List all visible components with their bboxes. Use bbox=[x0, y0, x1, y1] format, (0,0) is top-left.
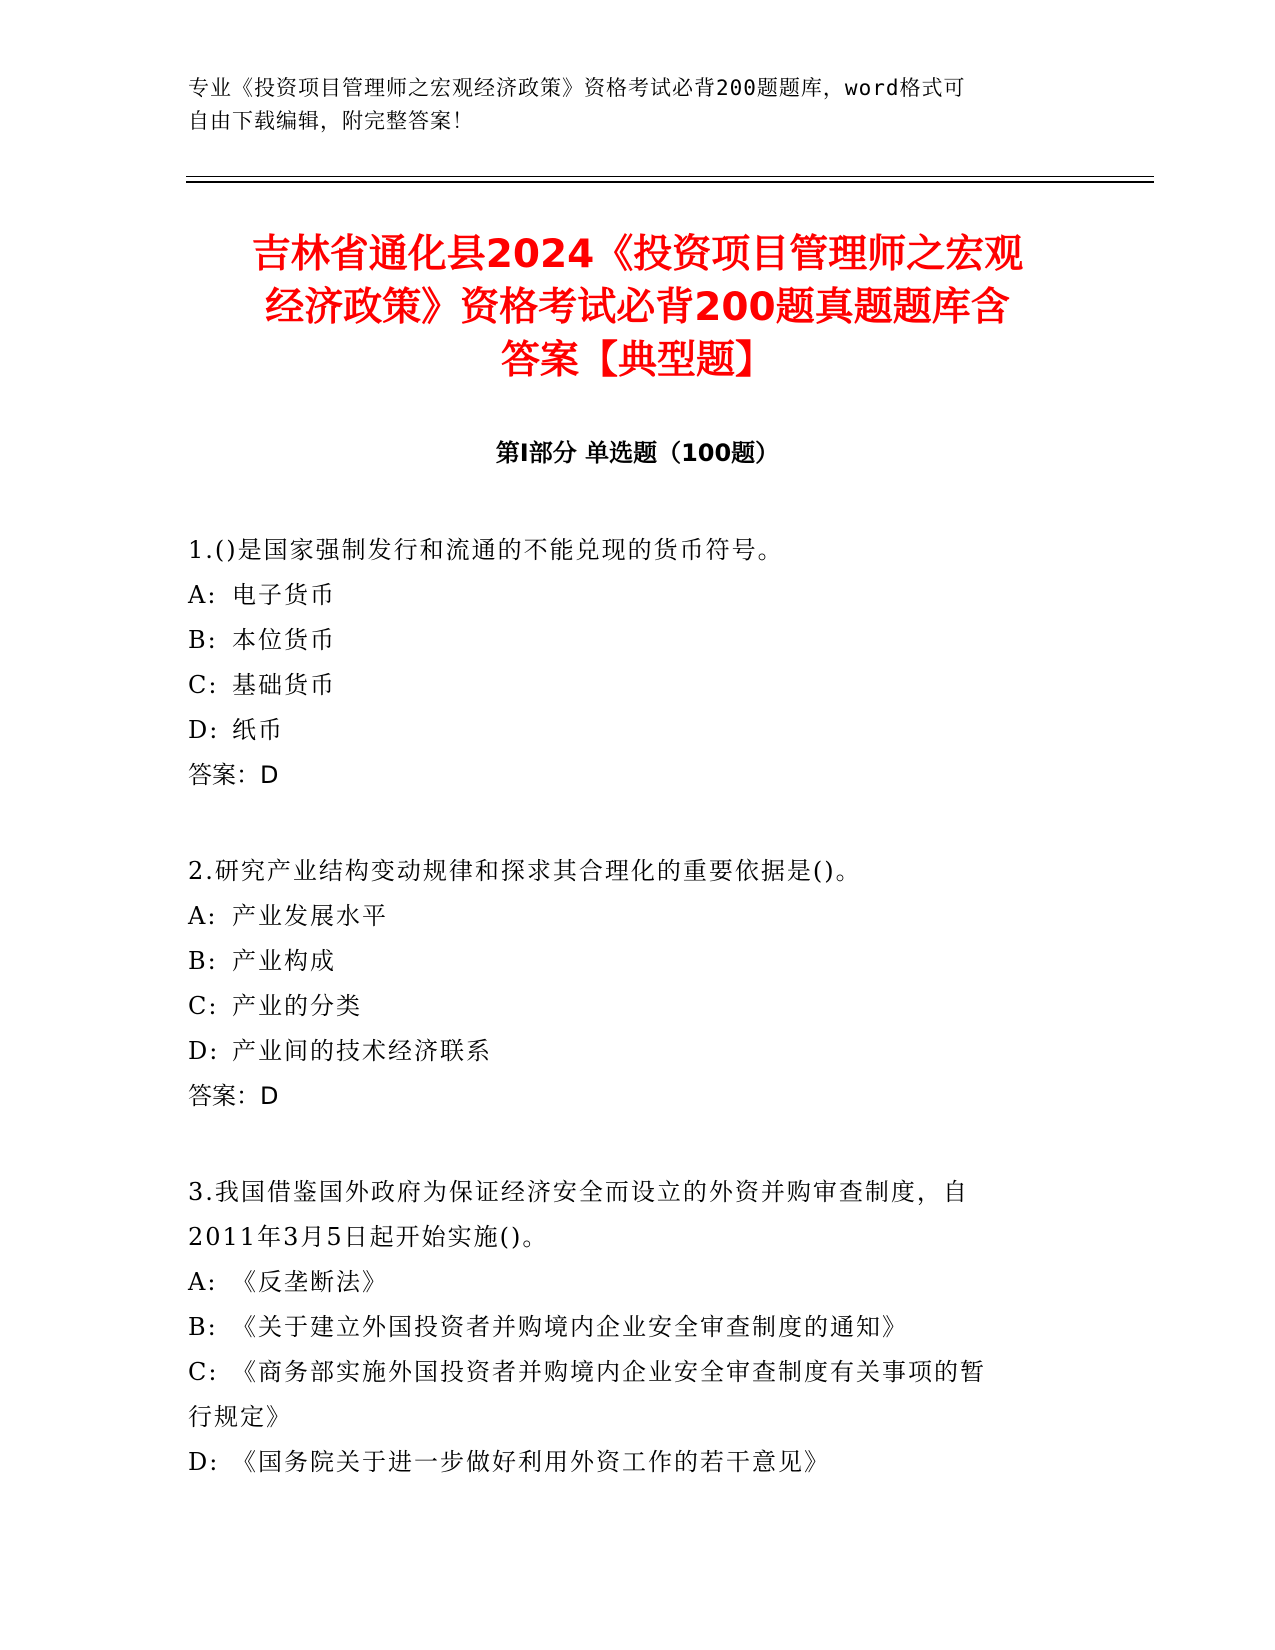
option-text: 《关于建立外国投资者并购境内企业安全审查制度的通知》 bbox=[232, 1313, 908, 1341]
option-letter: D: bbox=[188, 1037, 220, 1065]
title-line: 答案【典型题】 bbox=[500, 338, 774, 383]
option-d bbox=[188, 1440, 1083, 1485]
question-list bbox=[188, 528, 1083, 1536]
option-c bbox=[188, 663, 1083, 708]
option-letter: B: bbox=[188, 1313, 218, 1341]
header-note bbox=[188, 72, 1068, 138]
option-text: 《反垄断法》 bbox=[232, 1268, 388, 1296]
option-text: 电子货币 bbox=[232, 581, 336, 609]
option-letter: A: bbox=[188, 581, 218, 609]
section-heading: 第I部分 单选题（100题） bbox=[495, 439, 780, 467]
option-b bbox=[188, 618, 1083, 663]
header-note-line: 自由下载编辑，附完整答案！ bbox=[188, 109, 474, 133]
option-text: 基础货币 bbox=[232, 671, 336, 699]
option-text: 产业间的技术经济联系 bbox=[232, 1037, 492, 1065]
question-stem bbox=[188, 1170, 1083, 1260]
option-a bbox=[188, 1260, 1083, 1305]
option-text: 《国务院关于进一步做好利用外资工作的若干意见》 bbox=[232, 1448, 830, 1476]
question-stem: 1.()是国家强制发行和流通的不能兑现的货币符号。 bbox=[188, 536, 784, 564]
header-divider bbox=[186, 176, 1154, 177]
option-letter: B: bbox=[188, 947, 218, 975]
option-letter: C: bbox=[188, 992, 219, 1020]
header-note-line: 专业《投资项目管理师之宏观经济政策》资格考试必背200题题库，word格式可 bbox=[188, 76, 966, 100]
option-text: 《商务部实施外国投资者并购境内企业安全审查制度有关事项的暂 bbox=[232, 1358, 986, 1386]
title-line: 吉林省通化县2024《投资项目管理师之宏观 bbox=[251, 232, 1024, 277]
stem-line: 3.我国借鉴国外政府为保证经济安全而设立的外资并购审查制度，自 bbox=[188, 1178, 969, 1206]
option-text: 产业发展水平 bbox=[232, 902, 388, 930]
option-a bbox=[188, 573, 1083, 618]
question-3 bbox=[188, 1170, 1083, 1485]
answer: 答案：D bbox=[188, 1082, 279, 1110]
option-a bbox=[188, 894, 1083, 939]
question-stem: 2.研究产业结构变动规律和探求其合理化的重要依据是()。 bbox=[188, 857, 862, 885]
option-text: 本位货币 bbox=[232, 626, 336, 654]
option-letter: A: bbox=[188, 902, 218, 930]
option-letter: D: bbox=[188, 1448, 220, 1476]
option-d bbox=[188, 1029, 1083, 1074]
answer: 答案：D bbox=[188, 761, 279, 789]
option-text: 行规定》 bbox=[188, 1403, 292, 1431]
option-letter: A: bbox=[188, 1268, 218, 1296]
question-1 bbox=[188, 528, 1083, 798]
option-text: 产业构成 bbox=[232, 947, 336, 975]
option-c bbox=[188, 984, 1083, 1029]
stem-line: 2011年3月5日起开始实施()。 bbox=[188, 1223, 549, 1251]
option-text: 纸币 bbox=[232, 716, 284, 744]
option-letter: B: bbox=[188, 626, 218, 654]
option-letter: D: bbox=[188, 716, 220, 744]
header-divider bbox=[186, 181, 1154, 183]
option-b bbox=[188, 1305, 1083, 1350]
option-c bbox=[188, 1350, 1083, 1440]
option-text: 产业的分类 bbox=[232, 992, 362, 1020]
title-line: 经济政策》资格考试必背200题真题题库含 bbox=[265, 285, 1010, 330]
option-d bbox=[188, 708, 1083, 753]
option-letter: C: bbox=[188, 1358, 219, 1386]
option-letter: C: bbox=[188, 671, 219, 699]
document-title bbox=[180, 228, 1095, 387]
option-b bbox=[188, 939, 1083, 984]
question-2 bbox=[188, 849, 1083, 1119]
